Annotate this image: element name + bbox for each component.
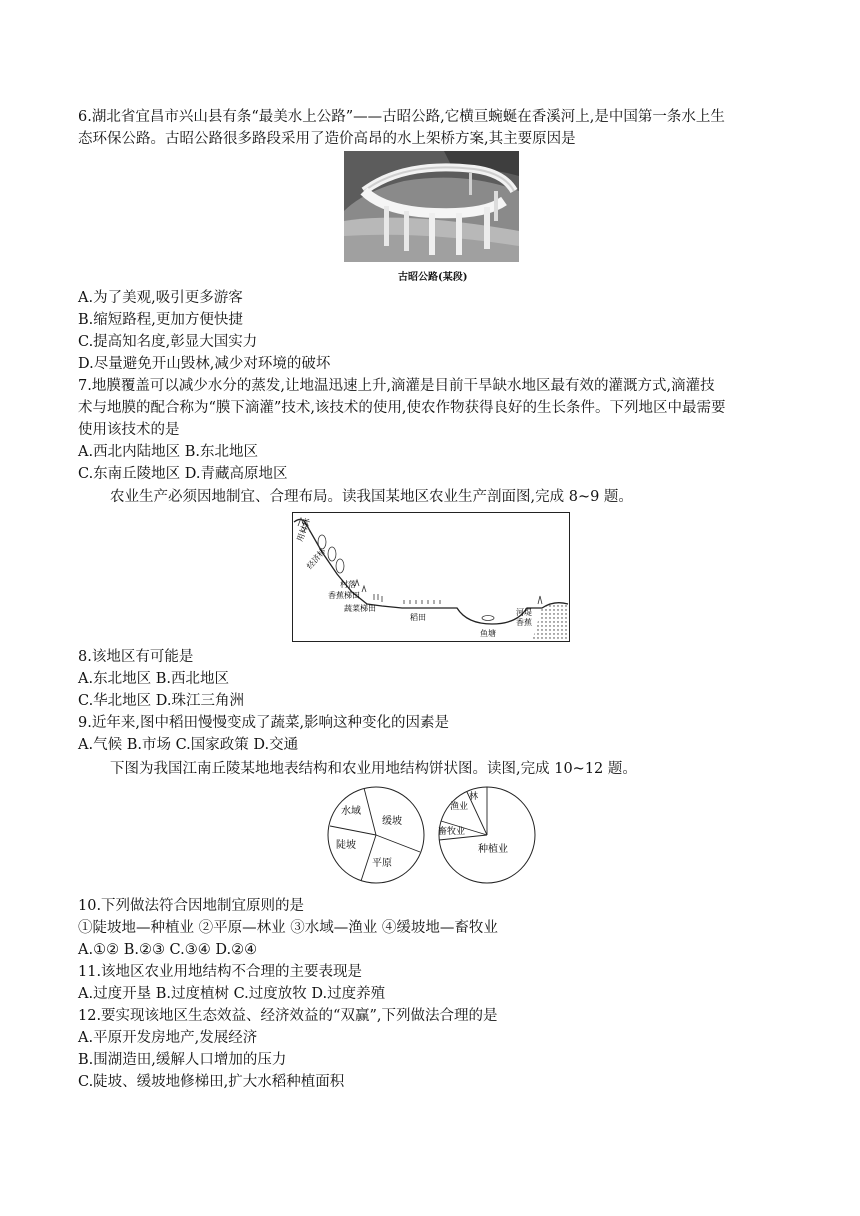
q12-option-c: C.陡坡、缓坡地修梯田,扩大水稻种植面积 — [78, 1074, 345, 1090]
label-banana: 香蕉 — [516, 618, 532, 627]
pie-right-label-fishery: 渔业 — [450, 802, 469, 812]
gz-road-photo — [344, 151, 519, 262]
q7-stem-line2: 术与地膜的配合称为“膜下滴灌”技术,该技术的使用,使农作物获得良好的生长条件。下列地区中最需要 — [78, 400, 726, 416]
photo-caption: 古昭公路(某段) — [398, 272, 468, 283]
q9-stem: 9.近年来,图中稻田慢慢变成了蔬菜,影响这种变化的因素是 — [78, 715, 450, 731]
q10-options: A.①② B.②③ C.③④ D.②④ — [78, 942, 258, 958]
label-forest: 用材林 — [295, 517, 313, 543]
intro-8-9: 农业生产必须因地制宜、合理布局。读我国某地区农业生产剖面图,完成 8~9 题。 — [110, 489, 633, 505]
pie-charts — [326, 784, 538, 890]
label-fishpond: 鱼塘 — [480, 629, 496, 638]
q6-option-a: A.为了美观,吸引更多游客 — [78, 290, 243, 306]
pie-left-label-plain: 平原 — [372, 858, 392, 869]
q9-options: A.气候 B.市场 C.国家政策 D.交通 — [78, 737, 299, 753]
q8-options-line2: C.华北地区 D.珠江三角洲 — [78, 693, 245, 709]
q7-stem-line3: 使用该技术的是 — [78, 422, 180, 438]
q7-options-line2: C.东南丘陵地区 D.青藏高原地区 — [78, 466, 288, 482]
q11-options: A.过度开垦 B.过度植树 C.过度放牧 D.过度养殖 — [78, 986, 386, 1002]
q7-stem-line1: 7.地膜覆盖可以减少水分的蒸发,让地温迅速上升,滴灌是目前干旱缺水地区最有效的灌溉方式,滴灌技 — [78, 378, 715, 394]
q6-option-b: B.缩短路程,更加方便快捷 — [78, 312, 243, 328]
q6-stem-line2: 态环保公路。古昭公路很多路段采用了造价高昂的水上架桥方案,其主要原因是 — [78, 131, 576, 147]
agriculture-profile-diagram — [292, 512, 570, 642]
label-paddy: 稻田 — [410, 613, 426, 622]
pie-right-label-husbandry: 畜牧业 — [438, 827, 466, 837]
q6-option-c: C.提高知名度,彰显大国实力 — [78, 334, 258, 350]
q6-stem-line1: 6.湖北省宜昌市兴山县有条“最美水上公路”——古昭公路,它横亘蜿蜒在香溪河上,是中国第一条水上生 — [78, 109, 725, 125]
pie-right-label-forest: 林 — [469, 792, 479, 802]
q12-stem: 12.要实现该地区生态效益、经济效益的“双赢”,下列做法合理的是 — [78, 1008, 498, 1024]
q7-options-line1: A.西北内陆地区 B.东北地区 — [78, 444, 258, 460]
label-economic-forest: 经济林 — [305, 546, 328, 571]
pie-left-label-water: 水域 — [341, 806, 361, 817]
q6-option-d: D.尽量避免开山毁林,减少对环境的破坏 — [78, 356, 331, 372]
q10-items: ①陡坡地—种植业 ②平原—林业 ③水域—渔业 ④缓坡地—畜牧业 — [78, 920, 498, 936]
q11-stem: 11.该地区农业用地结构不合理的主要表现是 — [78, 964, 363, 980]
pie-right — [438, 787, 535, 883]
label-village: 村落 — [340, 580, 356, 589]
label-banana-terrace: 香蕉梯田 — [328, 591, 360, 600]
pie-left-label-steep-slope: 陡坡 — [336, 840, 356, 851]
intro-10-12: 下图为我国江南丘陵某地地表结构和农业用地结构饼状图。读图,完成 10~12 题。 — [110, 761, 637, 777]
pie-right-label-planting: 种植业 — [478, 844, 508, 855]
q8-options-line1: A.东北地区 B.西北地区 — [78, 671, 229, 687]
q8-stem: 8.该地区有可能是 — [78, 649, 194, 665]
pie-left — [328, 787, 424, 883]
label-vegetable-terrace: 蔬菜梯田 — [344, 604, 376, 613]
label-dike: 河堤 — [516, 608, 532, 617]
q10-stem: 10.下列做法符合因地制宜原则的是 — [78, 898, 305, 914]
q12-option-b: B.围湖造田,缓解人口增加的压力 — [78, 1052, 287, 1068]
q12-option-a: A.平原开发房地产,发展经济 — [78, 1030, 258, 1046]
pie-left-label-gentle-slope: 缓坡 — [382, 816, 402, 827]
